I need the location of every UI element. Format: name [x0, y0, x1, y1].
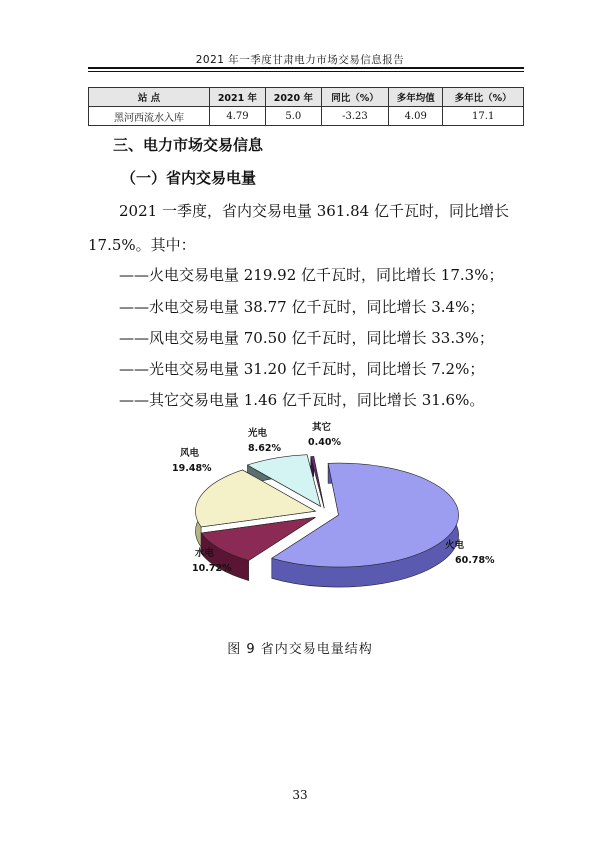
- reservoir-table: [88, 87, 524, 126]
- figure-caption: 图 9 省内交易电量结构: [227, 642, 373, 657]
- list-item: ——光电交易电量 31.20 亿千瓦时，同比增长 7.2%；: [119, 360, 485, 378]
- table-header-cell: 2021 年: [210, 88, 266, 107]
- header-rule-thin: [88, 71, 524, 72]
- table-header-cell: 多年比（%）: [443, 88, 524, 107]
- paragraph-line-1: 2021 一季度，省内交易电量 361.84 亿千瓦时，同比增长: [119, 202, 509, 220]
- table-row: [89, 107, 524, 126]
- list-item: ——其它交易电量 1.46 亿千瓦时，同比增长 31.6%。: [119, 391, 485, 409]
- header-rule-thick: [88, 67, 524, 69]
- pie-slice-value: 19.48%: [172, 463, 212, 474]
- pie-slice-value: 0.40%: [308, 437, 341, 448]
- pie-slice-value: 8.62%: [248, 443, 281, 454]
- table-cell: -3.23: [321, 107, 388, 126]
- table-cell: 4.79: [210, 107, 266, 126]
- table-cell: 5.0: [265, 107, 321, 126]
- table-cell: 黑河西流水入库: [89, 107, 210, 126]
- pie-slice-name: 水电: [195, 548, 215, 559]
- table-header-cell: 多年均值: [389, 88, 443, 107]
- subsection-title: （一）省内交易电量: [121, 169, 257, 187]
- pie-slice-value: 10.72%: [192, 563, 232, 574]
- pie-slice-name: 光电: [248, 428, 268, 439]
- list-item: ——火电交易电量 219.92 亿千瓦时，同比增长 17.3%；: [119, 266, 504, 284]
- pie-slice-name: 火电: [445, 540, 465, 551]
- table-header-cell: 站 点: [89, 88, 210, 107]
- pie-slice-value: 60.78%: [455, 555, 495, 566]
- pie-slices: [195, 455, 458, 567]
- section-title: 三、电力市场交易信息: [113, 136, 264, 154]
- table-cell: 17.1: [443, 107, 524, 126]
- pie-slice-name: 其它: [312, 422, 332, 433]
- table-header-row: [89, 88, 524, 107]
- table-header-cell: 2020 年: [265, 88, 321, 107]
- page-header: 2021 年一季度甘肃电力市场交易信息报告: [195, 54, 405, 66]
- table-cell: 4.09: [389, 107, 443, 126]
- paragraph-line-2: 17.5%。其中：: [88, 236, 196, 254]
- pie-chart: [160, 418, 495, 593]
- pie-slice-name: 风电: [180, 448, 200, 459]
- list-item: ——水电交易电量 38.77 亿千瓦时，同比增长 3.4%；: [119, 298, 485, 316]
- table-header-cell: 同比（%）: [321, 88, 388, 107]
- page-number: 33: [292, 788, 308, 802]
- list-item: ——风电交易电量 70.50 亿千瓦时，同比增长 33.3%；: [119, 329, 494, 347]
